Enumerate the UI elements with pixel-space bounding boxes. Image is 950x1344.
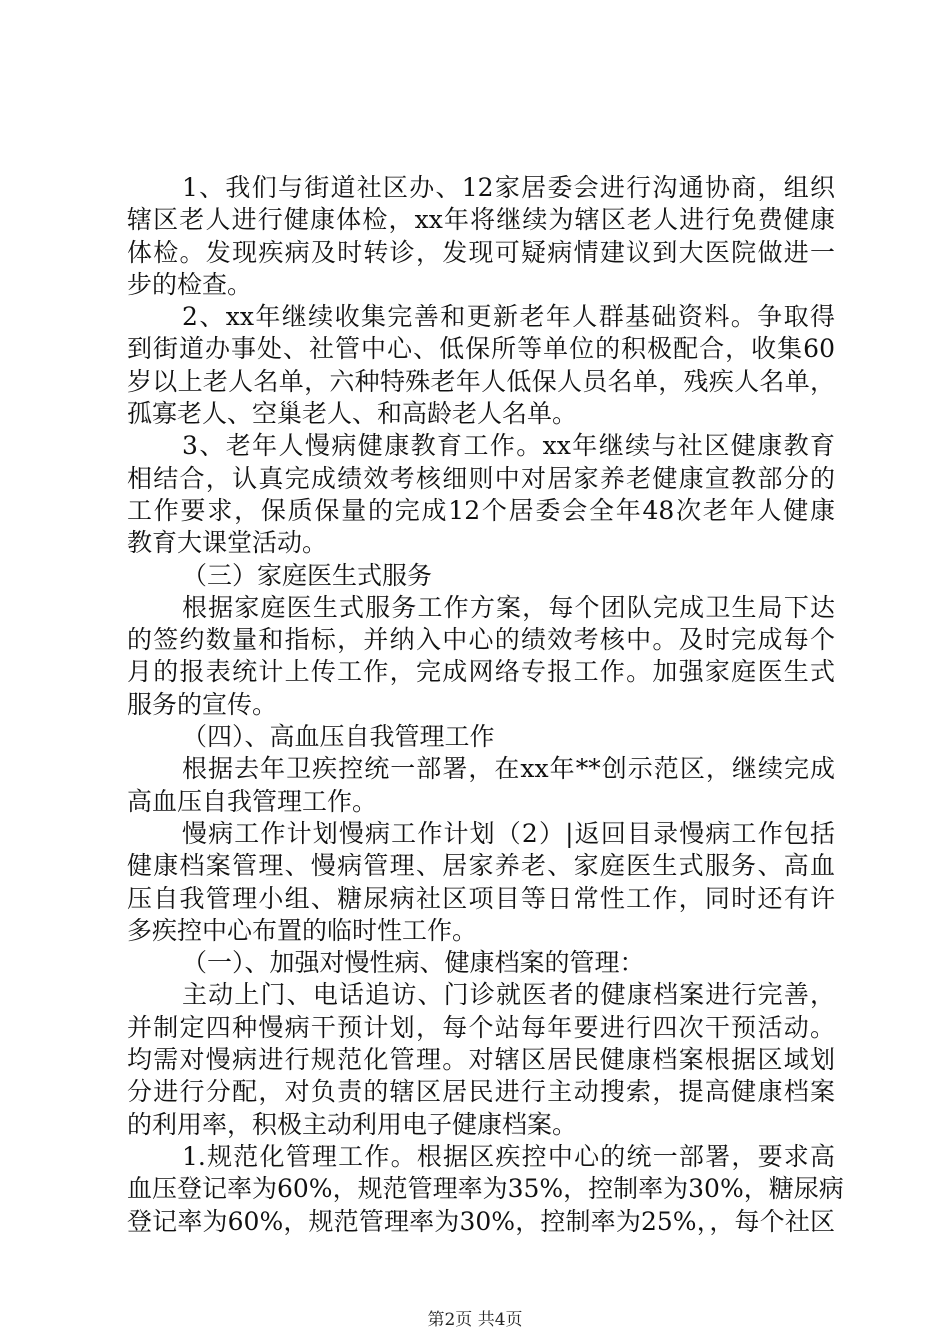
text-line: 健康档案管理、慢病管理、居家养老、家庭医生式服务、高血 — [127, 851, 835, 881]
heading-family-doctor — [127, 560, 835, 592]
paragraph-family-doctor — [127, 592, 835, 721]
text-line: 均需对慢病进行规范化管理。对辖区居民健康档案根据区域划 — [127, 1045, 835, 1075]
paragraph-1 — [127, 172, 835, 301]
text-line: 根据去年卫疾控统一部署，在xx年**创示范区，继续完成 — [182, 754, 835, 784]
text-line: （三）家庭医生式服务 — [182, 560, 433, 590]
text-line: 高血压自我管理工作。 — [127, 786, 378, 816]
text-line: 1.规范化管理工作。根据区疾控中心的统一部署，要求高 — [182, 1141, 835, 1171]
text-line: 岁以上老人名单，六种特殊老年人低保人员名单，残疾人名单， — [127, 366, 835, 396]
heading-hypertension — [127, 721, 835, 753]
text-line: 分进行分配，对负责的辖区居民进行主动搜索，提高健康档案 — [127, 1077, 835, 1107]
text-line: 辖区老人进行健康体检，xx年将继续为辖区老人进行免费健康 — [127, 205, 835, 235]
text-line: （一）、加强对慢性病、健康档案的管理： — [182, 948, 645, 978]
paragraph-hypertension — [127, 753, 835, 818]
page-footer: 第2页 共4页 — [427, 1310, 523, 1330]
text-line: 体检。发现疾病及时转诊，发现可疑病情建议到大医院做进一 — [127, 237, 835, 267]
paragraph-3 — [127, 430, 835, 559]
text-line: 步的检查。 — [127, 269, 253, 299]
text-line: 工作要求，保质保量的完成12个居委会全年48次老年人健康 — [127, 495, 835, 525]
text-line: 到街道办事处、社管中心、低保所等单位的积极配合，收集60 — [127, 334, 835, 364]
text-line: 2、xx年继续收集完善和更新老年人群基础资料。争取得 — [182, 302, 835, 332]
paragraph-standardization — [127, 1141, 844, 1238]
paragraph-2 — [127, 301, 835, 430]
text-line: 并制定四种慢病干预计划，每个站每年要进行四次干预活动。 — [127, 1012, 835, 1042]
text-line: 相结合，认真完成绩效考核细则中对居家养老健康宣教部分的 — [127, 463, 835, 493]
text-line: 压自我管理小组、糖尿病社区项目等日常性工作，同时还有许 — [127, 883, 835, 913]
text-line: （四）、高血压自我管理工作 — [182, 722, 495, 752]
document-body — [127, 172, 844, 1238]
text-line: 教育大课堂活动。 — [127, 528, 328, 558]
text-line: 的利用率，积极主动利用电子健康档案。 — [127, 1109, 578, 1139]
paragraph-plan-2 — [127, 818, 835, 947]
paragraph-records — [127, 979, 835, 1140]
text-line: 1、我们与街道社区办、12家居委会进行沟通协商，组织 — [182, 173, 835, 202]
text-line: 3、老年人慢病健康教育工作。xx年继续与社区健康教育 — [182, 431, 835, 461]
text-line: 血压登记率为60%，规范管理率为35%，控制率为30%，糖尿病 — [127, 1174, 844, 1204]
text-line: 月的报表统计上传工作，完成网络专报工作。加强家庭医生式 — [127, 657, 835, 687]
heading-chronic-records — [127, 947, 835, 979]
text-line: 的签约数量和指标，并纳入中心的绩效考核中。及时完成每个 — [127, 625, 835, 655]
text-line: 登记率为60%，规范管理率为30%，控制率为25%，，每个社区 — [127, 1206, 835, 1236]
text-line: 主动上门、电话追访、门诊就医者的健康档案进行完善， — [182, 980, 835, 1010]
text-line: 孤寡老人、空巢老人、和高龄老人名单。 — [127, 399, 578, 429]
text-line: 服务的宣传。 — [127, 689, 278, 719]
text-line: 多疾控中心布置的临时性工作。 — [127, 915, 478, 945]
text-line: 慢病工作计划慢病工作计划（2）|返回目录慢病工作包括 — [182, 818, 835, 848]
text-line: 根据家庭医生式服务工作方案，每个团队完成卫生局下达 — [182, 592, 835, 622]
